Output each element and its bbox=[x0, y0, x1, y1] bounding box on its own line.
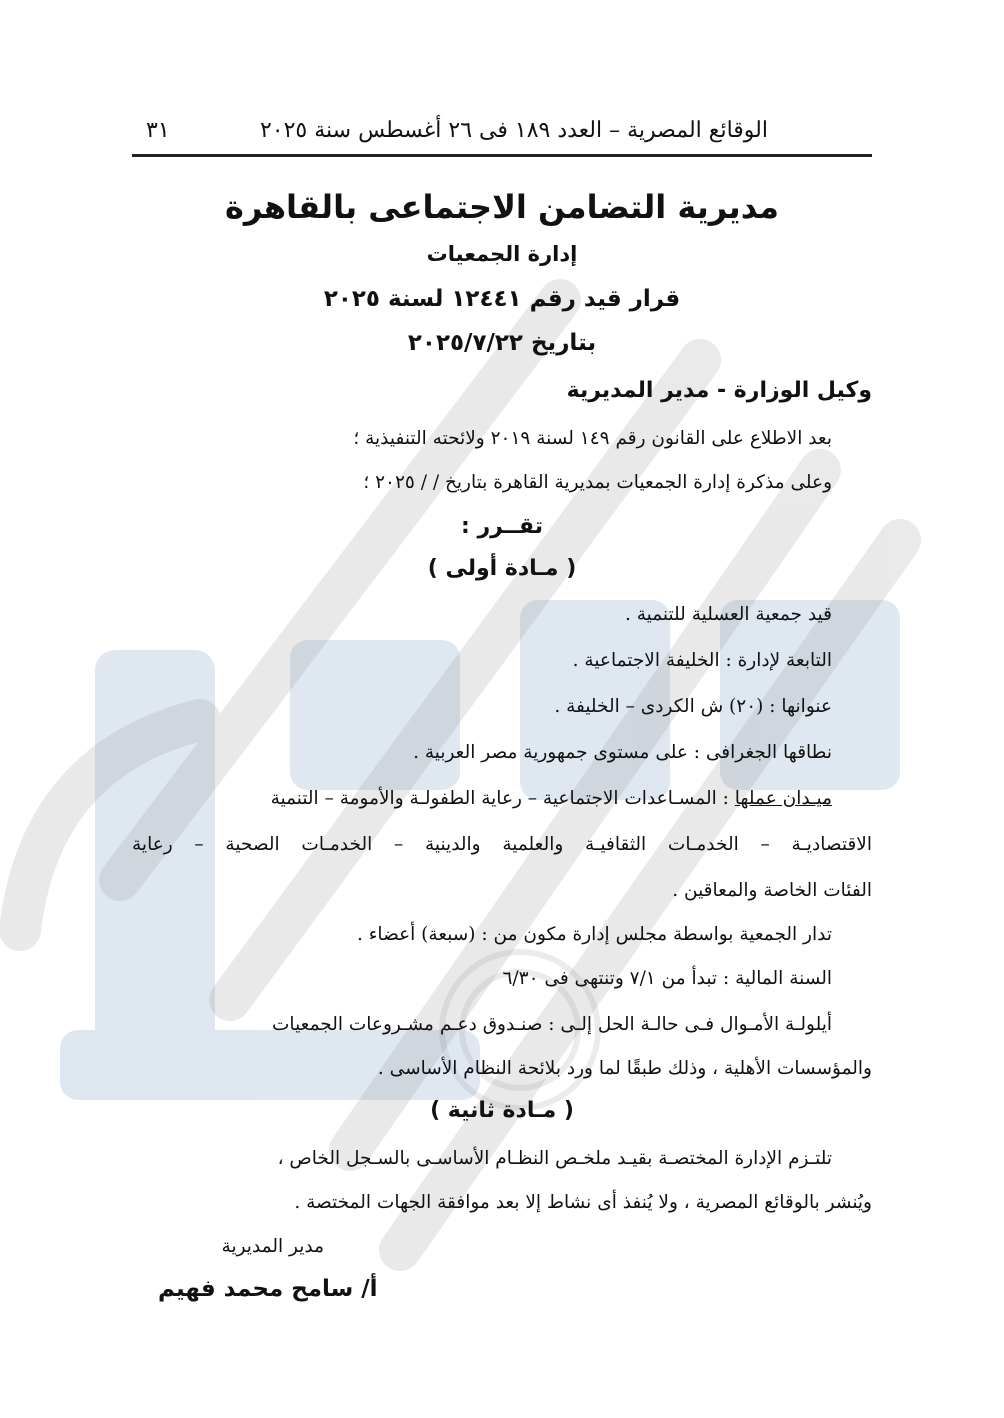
watermark-stroke bbox=[20, 720, 200, 930]
watermark-bar bbox=[290, 640, 460, 790]
article-1-line: عنوانها : (٢٠) ش الكردى – الخليفة . bbox=[554, 696, 832, 717]
assets-line: أيلولـة الأمـوال فـى حالـة الحل إلـى : صنـدوق دعـم مشـروعات الجمعيات bbox=[272, 1014, 832, 1035]
assets-continuation: والمؤسسات الأهلية ، وذلك طبقًا لما ورد بلائحة النظام الأساسى . bbox=[377, 1058, 872, 1079]
signature-role: مدير المديرية bbox=[221, 1236, 324, 1257]
fiscal-year-line: السنة المالية : تبدأ من ٧/١ وتنتهى فى ٦/٣٠ bbox=[502, 968, 832, 989]
field-of-work-text: : المسـاعدات الاجتماعية – رعاية الطفولـة والأمومة – التنمية bbox=[270, 788, 729, 809]
article-2-line: ويُنشر بالوقائع المصرية ، ولا يُنفذ أى نشاط إلا بعد موافقة الجهات المختصة . bbox=[294, 1192, 872, 1213]
decides-heading: تقــرر : bbox=[461, 514, 543, 539]
article-2-heading: ( مـادة ثانية ) bbox=[430, 1098, 574, 1123]
article-1-line: نطاقها الجغرافى : على مستوى جمهورية مصر العربية . bbox=[413, 742, 832, 763]
main-title: مديرية التضامن الاجتماعى بالقاهرة bbox=[225, 188, 779, 226]
gazette-title: الوقائع المصرية – العدد ١٨٩ فى ٢٦ أغسطس سنة ٢٠٢٥ bbox=[259, 118, 768, 143]
signature-name: أ/ سامح محمد فهيم bbox=[158, 1276, 378, 1302]
field-of-work-continuation: الاقتصاديـة – الخدمـات الثقافيـة والعلمية والدينية – الخدمـات الصحية – رعاية bbox=[132, 834, 872, 855]
watermark-bar bbox=[95, 650, 215, 1070]
page-header bbox=[132, 112, 872, 157]
preamble-line: بعد الاطلاع على القانون رقم ١٤٩ لسنة ٢٠١٩ ولائحته التنفيذية ؛ bbox=[353, 428, 832, 449]
field-of-work-label: ميـدان عملها bbox=[734, 788, 832, 809]
board-line: تدار الجمعية بواسطة مجلس إدارة مكون من : (سبعة) أعضاء . bbox=[356, 924, 832, 945]
article-1-line: قيد جمعية العسلية للتنمية . bbox=[624, 604, 832, 625]
field-of-work-line bbox=[271, 788, 832, 809]
issuer-line: وكيل الوزارة - مدير المديرية bbox=[566, 378, 872, 403]
article-1-line: التابعة لإدارة : الخليفة الاجتماعية . bbox=[572, 650, 832, 671]
preamble-line: وعلى مذكرة إدارة الجمعيات بمديرية القاهرة بتاريخ / / ٢٠٢٥ ؛ bbox=[363, 472, 832, 493]
article-1-heading: ( مـادة أولى ) bbox=[427, 556, 577, 581]
decision-title: قرار قيد رقم ١٢٤٤١ لسنة ٢٠٢٥ bbox=[323, 286, 681, 312]
article-2-line: تلتـزم الإدارة المختصـة بقيـد ملخـص النظـام الأساسـى بالسـجل الخاص ، bbox=[277, 1148, 832, 1169]
watermark-stroke bbox=[230, 360, 700, 1000]
decision-date: بتاريخ ٢٠٢٥/٧/٢٢ bbox=[407, 330, 597, 356]
field-of-work-end: الفئات الخاصة والمعاقين . bbox=[672, 880, 872, 901]
department-title: إدارة الجمعيات bbox=[426, 242, 578, 266]
page-number: ٣١ bbox=[146, 118, 170, 143]
